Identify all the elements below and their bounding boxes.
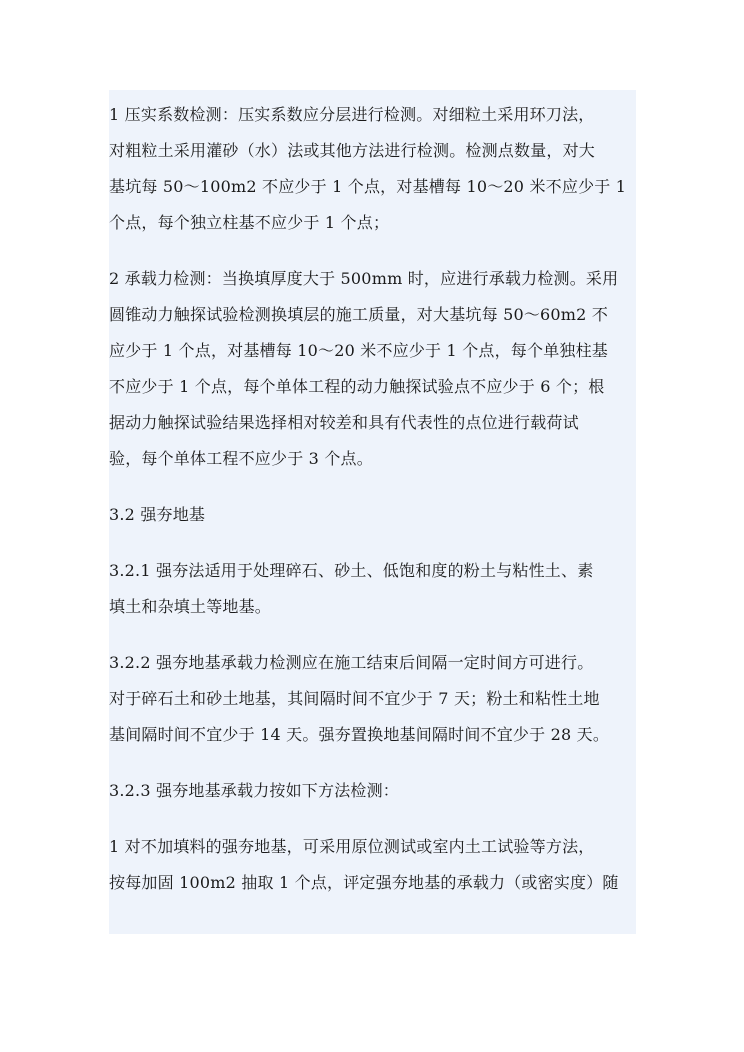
text-line: 3.2.3 强夯地基承载力按如下方法检测： [109, 781, 399, 800]
text-line: 对于碎石土和砂土地基，其间隔时间不宜少于 7 天；粉土和粘性土地 [109, 689, 600, 708]
document-text-block [109, 90, 636, 934]
paragraph-3-2-2 [109, 645, 636, 753]
paragraph-gap [109, 241, 636, 261]
text-line: 1 对不加填料的强夯地基，可采用原位测试或室内土工试验等方法， [109, 837, 595, 856]
text-line: 据动力触探试验结果选择相对较差和具有代表性的点位进行载荷试 [109, 413, 579, 432]
paragraph-unfilled-dynamic-compaction [109, 829, 636, 901]
text-line: 1 压实系数检测：压实系数应分层进行检测。对细粒土采用环刀法， [109, 105, 595, 124]
text-line: 3.2.1 强夯法适用于处理碎石、砂土、低饱和度的粉土与粘性土、素 [109, 561, 594, 580]
text-line: 3.2 强夯地基 [109, 505, 206, 524]
text-line: 不应少于 1 个点，每个单体工程的动力触探试验点不应少于 6 个；根 [109, 377, 605, 396]
section-heading-dynamic-compaction [109, 497, 636, 533]
paragraph-gap [109, 753, 636, 773]
text-line: 验，每个单体工程不应少于 3 个点。 [109, 449, 373, 468]
paragraph-gap [109, 809, 636, 829]
text-line: 2 承载力检测：当换填厚度大于 500mm 时，应进行承载力检测。采用 [109, 269, 619, 288]
text-line: 应少于 1 个点，对基槽每 10～20 米不应少于 1 个点，每个单独柱基 [109, 341, 608, 360]
text-line: 填土和杂填土等地基。 [109, 597, 272, 616]
text-line: 个点，每个独立柱基不应少于 1 个点； [109, 213, 390, 232]
text-line: 基间隔时间不宜少于 14 天。强夯置换地基间隔时间不宜少于 28 天。 [109, 725, 610, 744]
paragraph-compaction-test [109, 97, 636, 241]
text-line: 基坑每 50～100m2 不应少于 1 个点，对基槽每 10～20 米不应少于 1 [109, 177, 627, 196]
paragraph-bearing-capacity-test [109, 261, 636, 477]
paragraph-gap [109, 533, 636, 553]
paragraph-3-2-3 [109, 773, 636, 809]
paragraph-gap [109, 625, 636, 645]
text-line: 按每加固 100m2 抽取 1 个点，评定强夯地基的承载力（或密实度）随 [109, 873, 619, 892]
paragraph-gap [109, 477, 636, 497]
text-line: 对粗粒土采用灌砂（水）法或其他方法进行检测。检测点数量，对大 [109, 141, 596, 160]
text-line: 圆锥动力触探试验检测换填层的施工质量，对大基坑每 50～60m2 不 [109, 305, 609, 324]
paragraph-3-2-1 [109, 553, 636, 625]
text-line: 3.2.2 强夯地基承载力检测应在施工结束后间隔一定时间方可进行。 [109, 653, 594, 672]
